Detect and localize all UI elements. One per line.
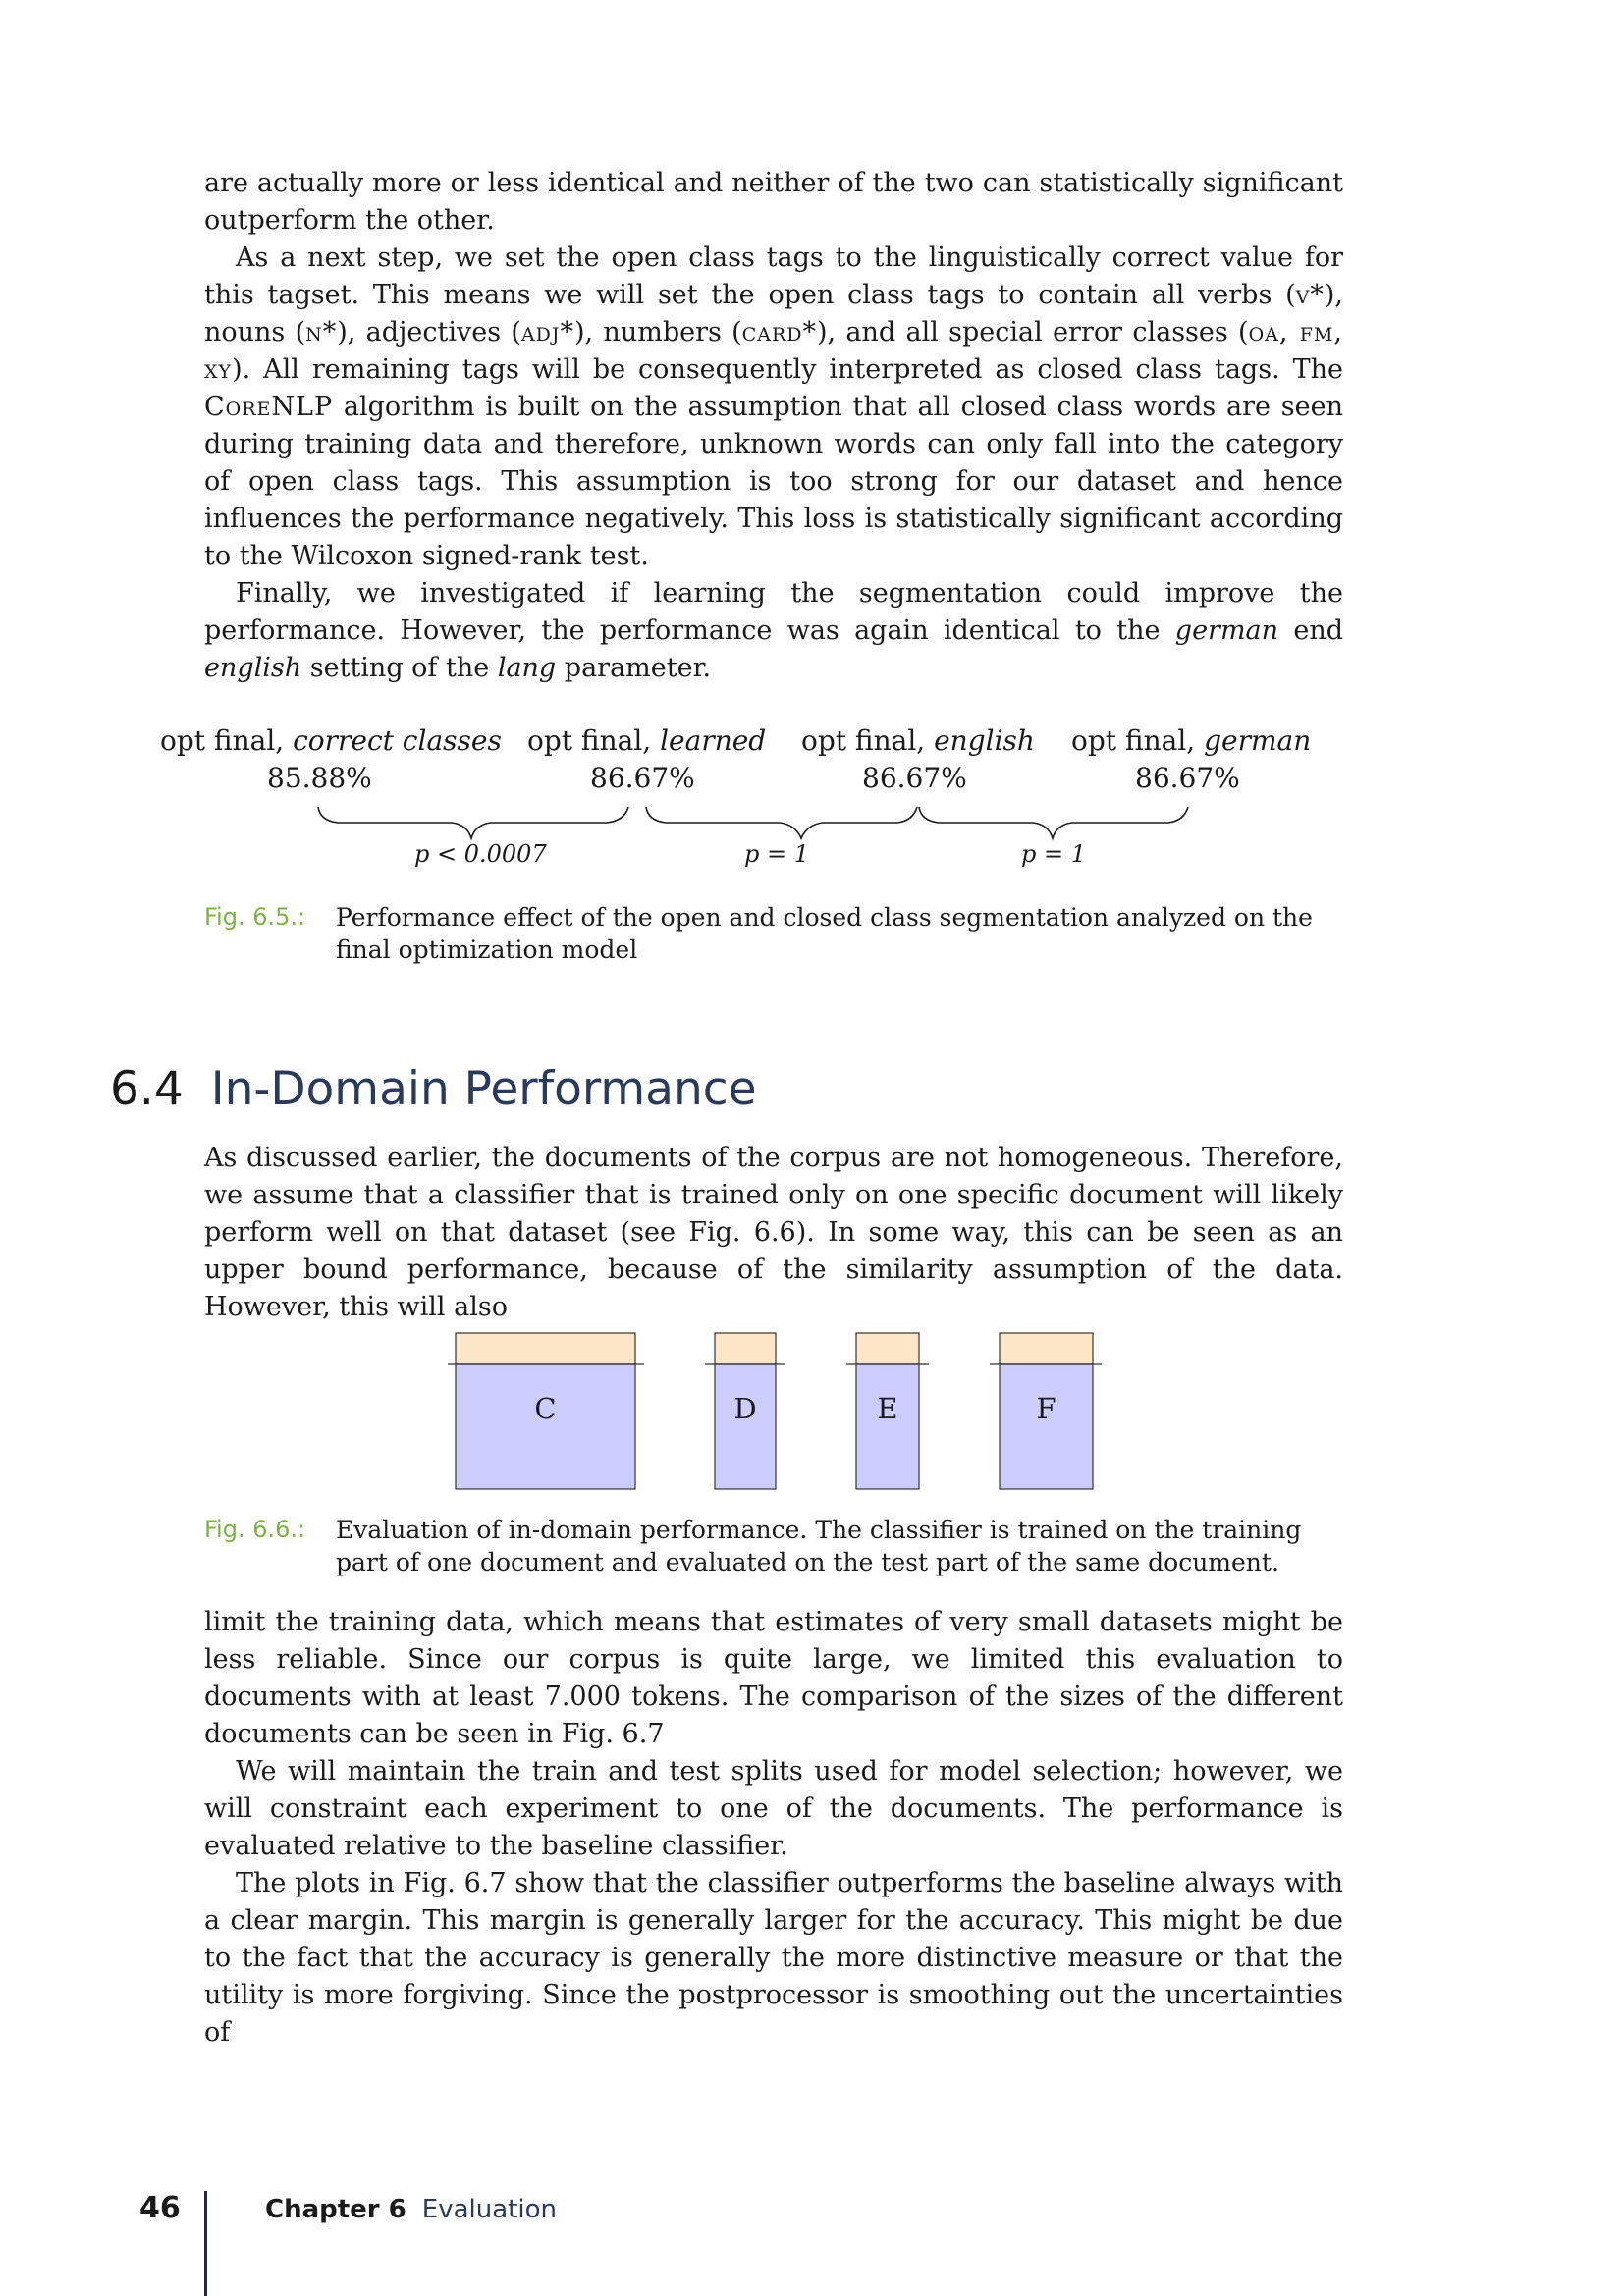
document-label: C [534, 1392, 557, 1425]
paragraph: We will maintain the train and test splits used for model selection; however, we will constraint each experiment to one of the documents. The performance is evaluated relative to the baseline classifier. [204, 1756, 1343, 1861]
figure-label: Fig. 6.5.: [204, 903, 306, 931]
text-run: ), and all special error classes ( [817, 317, 1249, 347]
chapter-label: Chapter 6 [265, 2195, 406, 2224]
text-run: As a next step, we set the open class tags to the linguistically correct value for this tagset. This means we will set the open class tags to contain all verbs ( [204, 242, 1343, 310]
tag-numbers: card* [741, 317, 817, 347]
section-title: In-Domain Performance [210, 1062, 757, 1116]
tag-adjectives: adj* [520, 317, 575, 347]
train-part [715, 1364, 776, 1489]
text-run: setting of the [301, 653, 498, 683]
document-label: E [877, 1392, 898, 1425]
node-value: 86.67% [862, 762, 967, 794]
text-run: parameter. [556, 653, 712, 683]
body-text-bottom [204, 1604, 1343, 2052]
text-italic: lang [497, 653, 557, 683]
p-value: p < 0.0007 [414, 840, 547, 868]
node-label: opt final, german [1071, 724, 1312, 757]
test-part [456, 1333, 635, 1364]
text-run: Finally, we investigated if learning the segmentation could improve the performance. However, the performance was again identical to the [204, 578, 1343, 646]
tag-verbs: v* [1295, 280, 1325, 310]
node-label: opt final, learned [527, 724, 767, 757]
test-part [856, 1333, 919, 1364]
node-label: opt final, english [801, 724, 1035, 757]
figure-label: Fig. 6.6.: [204, 1516, 306, 1543]
text-run: ), adjectives ( [337, 317, 521, 347]
text-run: ). All remaining tags will be consequently interpreted as closed class tags. The [232, 354, 1343, 385]
train-part [456, 1364, 635, 1489]
tag-error-classes: oa, fm, xy [204, 317, 1343, 385]
train-part [856, 1364, 919, 1489]
train-part [1000, 1364, 1093, 1489]
paragraph: are actually more or less identical and neither of the two can statistically significant outperform the other. [204, 168, 1343, 236]
p-value: p = 1 [744, 840, 809, 868]
tag-nouns: n* [305, 317, 338, 347]
text-run: ), nouns ( [204, 280, 1343, 347]
text-run: algorithm is built on the assumption that all closed class words are seen during training data and therefore, unknown words can only fall into the category of open class tags. This assumption is too strong for our dataset and hence influences the performance negatively. This loss is statistically significant according to the Wilcoxon signed-rank test. [204, 392, 1343, 571]
corenlp-name: CoreNLP [204, 392, 334, 422]
page-number: 46 [139, 2191, 181, 2225]
chapter-name: Evaluation [421, 2195, 557, 2224]
figure-caption [204, 1514, 1343, 1578]
document-label: F [1036, 1392, 1056, 1425]
footer-divider [204, 2191, 207, 2296]
node-value: 86.67% [590, 762, 695, 794]
node-value: 86.67% [1135, 762, 1240, 794]
p-value: p = 1 [1021, 840, 1086, 868]
caption-text: Evaluation of in-domain performance. The classifier is trained on the training part of one document and evaluated on the test part of the same document. [336, 1516, 1302, 1576]
test-part [715, 1333, 776, 1364]
paragraph: The plots in Fig. 6.7 show that the classifier outperforms the baseline always with a clear margin. This margin is generally larger for the accuracy. This might be due to the fact that the accuracy is generally the more distinctive measure or that the utility is more forgiving. Since the postprocessor is smoothing out the uncertainties of [204, 1868, 1343, 2048]
node-label: opt final, correct classes [160, 724, 502, 757]
text-italic: german [1174, 615, 1279, 646]
paragraph: As discussed earlier, the documents of the corpus are not homogeneous. Therefore, we assume that a classifier that is trained only on one specific document will likely perform well on that dataset (see Fig. 6.6). In some way, this can be seen as an upper bound performance, because of the similarity assumption of the data. However, this will also [204, 1143, 1343, 1322]
caption-text: Performance effect of the open and closed class segmentation analyzed on the final optimization model [336, 903, 1313, 964]
running-footer [265, 2195, 557, 2224]
text-run: ), numbers ( [574, 317, 742, 347]
node-value: 85.88% [267, 762, 372, 794]
text-italic: english [204, 653, 302, 683]
section-number: 6.4 [110, 1062, 184, 1116]
test-part [1000, 1333, 1093, 1364]
text-run: end [1278, 615, 1344, 646]
paragraph: limit the training data, which means that estimates of very small datasets might be less reliable. Since our corpus is quite large, we limited this evaluation to documents with at least 7.000 tokens. The comparison of the sizes of the different documents can be seen in Fig. 6.7 [204, 1607, 1343, 1749]
document-label: D [733, 1392, 757, 1425]
